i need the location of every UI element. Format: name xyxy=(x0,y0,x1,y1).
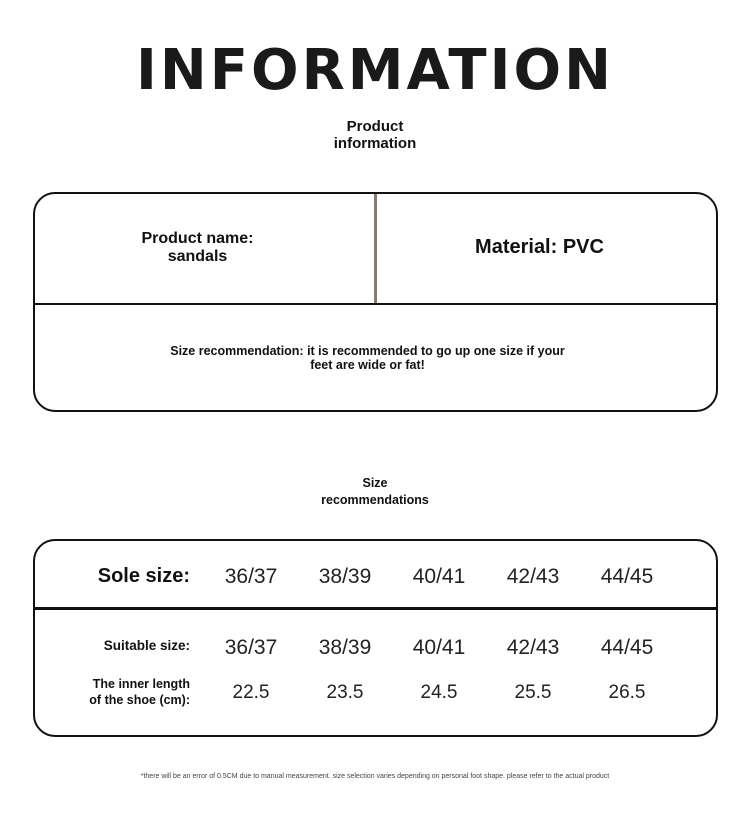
product-name-cell xyxy=(35,230,360,266)
product-name-value: sandals xyxy=(167,248,228,265)
size-recommendation-line-1: Size recommendation: it is recommended to go up one size if your xyxy=(170,344,565,358)
suitable-size-value: 38/39 xyxy=(318,636,372,659)
suitable-size-label: Suitable size: xyxy=(103,638,190,653)
inner-length-value: 26.5 xyxy=(608,682,646,703)
inner-length-value: 22.5 xyxy=(232,682,270,703)
size-heading xyxy=(0,475,750,509)
sole-size-label: Sole size: xyxy=(97,565,190,587)
sole-size-value: 42/43 xyxy=(506,565,560,588)
sole-size-value: 40/41 xyxy=(412,565,466,588)
size-heading-line-2: recommendations xyxy=(321,493,429,507)
measurement-footnote: *there will be an error of 0.5CM due to manual measurement. size selection varies depending on personal foot shape. please refer to the actual product xyxy=(140,773,610,780)
inner-length-value: 25.5 xyxy=(514,682,552,703)
size-recommendation-text xyxy=(35,344,700,372)
sole-size-value: 38/39 xyxy=(318,565,372,588)
material-cell: Material: PVC xyxy=(475,236,604,258)
inner-length-label-line-1: The inner length xyxy=(92,677,190,691)
product-info-table xyxy=(33,192,718,412)
suitable-size-row xyxy=(35,636,716,664)
inner-length-value: 24.5 xyxy=(420,682,458,703)
inner-length-label xyxy=(55,676,190,708)
suitable-size-value: 44/45 xyxy=(600,636,654,659)
size-heading-line-1: Size xyxy=(362,476,388,490)
size-table-divider xyxy=(35,607,716,610)
sole-size-row xyxy=(35,565,716,593)
suitable-size-value: 40/41 xyxy=(412,636,466,659)
inner-length-row xyxy=(35,676,716,712)
page-title: INFORMATION xyxy=(136,38,614,103)
suitable-size-value: 36/37 xyxy=(224,636,278,659)
suitable-size-value: 42/43 xyxy=(506,636,560,659)
product-info-heading-line-2: information xyxy=(333,135,417,152)
size-recommendation-line-2: feet are wide or fat! xyxy=(310,358,425,372)
product-info-heading xyxy=(0,118,750,152)
size-table xyxy=(33,539,718,737)
product-info-heading-line-1: Product xyxy=(346,118,404,135)
product-name-label: Product name: xyxy=(141,230,254,247)
inner-length-value: 23.5 xyxy=(326,682,364,703)
sole-size-value: 36/37 xyxy=(224,565,278,588)
row-divider xyxy=(35,303,716,305)
inner-length-label-line-2: of the shoe (cm): xyxy=(89,693,190,707)
sole-size-value: 44/45 xyxy=(600,565,654,588)
